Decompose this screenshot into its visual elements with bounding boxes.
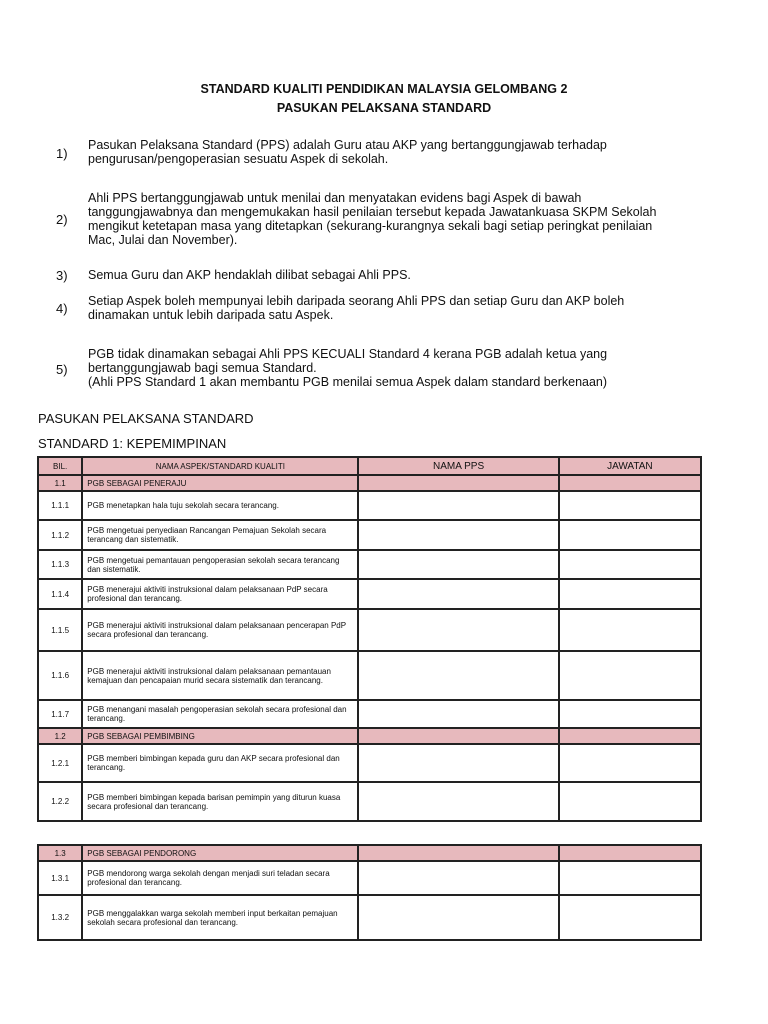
- table-body: [38, 475, 701, 821]
- standard-heading: STANDARD 1: KEPEMIMPINAN: [38, 436, 227, 451]
- header-bil: BIL.: [38, 457, 82, 475]
- point-text: Ahli PPS bertanggungjawab untuk menilai dan menyatakan evidens bagi Aspek di bawah tanggungjawabnya dan mengemukakan hasil penilaian tersebut kepada Jawatankuasa SKPM Sekolah mengikut ketetapan masa yang ditetapkan (sekurang-kurangnya sekali bagi setiap peringkat penilaian Mac, Julai dan November).: [88, 191, 657, 247]
- bil-cell: 1.1.5: [38, 609, 82, 651]
- jawatan-cell[interactable]: [559, 861, 701, 895]
- jawatan-cell[interactable]: [559, 609, 701, 651]
- table-row: [38, 895, 701, 940]
- section-heading: PASUKAN PELAKSANA STANDARD: [38, 411, 254, 426]
- point-text: PGB tidak dinamakan sebagai Ahli PPS KECUALI Standard 4 kerana PGB adalah ketua yang bertanggungjawab bagi semua Standard. (Ahli PPS Standard 1 akan membantu PGB menilai semua Aspek dalam standard berkenaan): [88, 347, 608, 389]
- nama-pps-cell: [358, 845, 558, 861]
- jawatan-cell[interactable]: [559, 651, 701, 700]
- standard-table-1: [37, 456, 702, 822]
- nama-pps-cell[interactable]: [358, 579, 558, 609]
- nama-pps-cell: [358, 475, 558, 491]
- section-row: [38, 475, 701, 491]
- bil-cell: 1.3: [38, 845, 82, 861]
- table-row: [38, 651, 701, 700]
- jawatan-cell[interactable]: [559, 550, 701, 579]
- aspek-cell: PGB menetapkan hala tuju sekolah secara terancang.: [82, 491, 358, 520]
- aspek-cell: PGB memberi bimbingan kepada barisan pemimpin yang diturun kuasa secara profesional dan terancang.: [82, 782, 358, 821]
- jawatan-cell[interactable]: [559, 782, 701, 821]
- header-nama-pps: NAMA PPS: [358, 457, 558, 475]
- aspek-cell: PGB menerajui aktiviti instruksional dalam pelaksanaan pemantauan kemajuan dan pencapaian murid secara sistematik dan terancang.: [82, 651, 358, 700]
- section-title-cell: PGB SEBAGAI PENDORONG: [82, 845, 358, 861]
- jawatan-cell: [559, 475, 701, 491]
- bil-cell: 1.3.2: [38, 895, 82, 940]
- point-text: Pasukan Pelaksana Standard (PPS) adalah Guru atau AKP yang bertanggungjawab terhadap pengurusan/pengoperasian sesuatu Aspek di sekolah.: [88, 138, 607, 166]
- jawatan-cell[interactable]: [559, 744, 701, 782]
- nama-pps-cell[interactable]: [358, 651, 558, 700]
- jawatan-cell[interactable]: [559, 700, 701, 728]
- bil-cell: 1.1: [38, 475, 82, 491]
- section-title-cell: PGB SEBAGAI PEMBIMBING: [82, 728, 358, 744]
- jawatan-cell[interactable]: [559, 895, 701, 940]
- point-number: 3): [56, 268, 68, 283]
- bil-cell: 1.1.4: [38, 579, 82, 609]
- table-header-row: [38, 457, 701, 475]
- nama-pps-cell: [358, 728, 558, 744]
- page-title-line2: PASUKAN PELAKSANA STANDARD: [276, 101, 492, 115]
- jawatan-cell: [559, 728, 701, 744]
- page-title-line1: STANDARD KUALITI PENDIDIKAN MALAYSIA GELOMBANG 2: [200, 82, 568, 96]
- nama-pps-cell[interactable]: [358, 744, 558, 782]
- bil-cell: 1.1.2: [38, 520, 82, 550]
- aspek-cell: PGB memberi bimbingan kepada guru dan AKP secara profesional dan terancang.: [82, 744, 358, 782]
- bil-cell: 1.2.2: [38, 782, 82, 821]
- point-text: Setiap Aspek boleh mempunyai lebih daripada seorang Ahli PPS dan setiap Guru dan AKP boleh dinamakan untuk lebih daripada satu Aspek.: [88, 294, 625, 322]
- jawatan-cell: [559, 845, 701, 861]
- bil-cell: 1.2: [38, 728, 82, 744]
- nama-pps-cell[interactable]: [358, 491, 558, 520]
- header-aspek: NAMA ASPEK/STANDARD KUALITI: [82, 457, 358, 475]
- aspek-cell: PGB menerajui aktiviti instruksional dalam pelaksanaan PdP secara profesional dan terancang.: [82, 579, 358, 609]
- point-text: Semua Guru dan AKP hendaklah dilibat sebagai Ahli PPS.: [88, 268, 411, 282]
- jawatan-cell[interactable]: [559, 520, 701, 550]
- nama-pps-cell[interactable]: [358, 895, 558, 940]
- table-row: [38, 861, 701, 895]
- aspek-cell: PGB mendorong warga sekolah dengan menjadi suri teladan secara profesional dan terancang.: [82, 861, 358, 895]
- point-number: 4): [56, 301, 68, 316]
- table-row: [38, 491, 701, 520]
- bil-cell: 1.3.1: [38, 861, 82, 895]
- nama-pps-cell[interactable]: [358, 550, 558, 579]
- jawatan-cell[interactable]: [559, 579, 701, 609]
- nama-pps-cell[interactable]: [358, 861, 558, 895]
- aspek-cell: PGB menggalakkan warga sekolah memberi input berkaitan pemajuan sekolah secara profesional dan terancang.: [82, 895, 358, 940]
- point-number: 1): [56, 146, 68, 161]
- aspek-cell: PGB menerajui aktiviti instruksional dalam pelaksanaan pencerapan PdP secara profesional dan terancang.: [82, 609, 358, 651]
- bil-cell: 1.1.3: [38, 550, 82, 579]
- table-row: [38, 700, 701, 728]
- table-row: [38, 782, 701, 821]
- aspek-cell: PGB mengetuai penyediaan Rancangan Pemajuan Sekolah secara terancang dan sistematik.: [82, 520, 358, 550]
- nama-pps-cell[interactable]: [358, 520, 558, 550]
- aspek-cell: PGB mengetuai pemantauan pengoperasian sekolah secara terancang dan sistematik.: [82, 550, 358, 579]
- nama-pps-cell[interactable]: [358, 700, 558, 728]
- table-row: [38, 744, 701, 782]
- bil-cell: 1.1.6: [38, 651, 82, 700]
- point-number: 2): [56, 212, 68, 227]
- table-row: [38, 520, 701, 550]
- aspek-cell: PGB menangani masalah pengoperasian sekolah secara profesional dan terancang.: [82, 700, 358, 728]
- jawatan-cell[interactable]: [559, 491, 701, 520]
- header-jawatan: JAWATAN: [559, 457, 701, 475]
- table-body: [38, 845, 701, 940]
- bil-cell: 1.2.1: [38, 744, 82, 782]
- table-row: [38, 550, 701, 579]
- standard-table-2: [37, 844, 702, 941]
- table-row: [38, 609, 701, 651]
- bil-cell: 1.1.1: [38, 491, 82, 520]
- table-row: [38, 579, 701, 609]
- section-row: [38, 845, 701, 861]
- bil-cell: 1.1.7: [38, 700, 82, 728]
- section-row: [38, 728, 701, 744]
- point-number: 5): [56, 362, 68, 377]
- nama-pps-cell[interactable]: [358, 609, 558, 651]
- nama-pps-cell[interactable]: [358, 782, 558, 821]
- section-title-cell: PGB SEBAGAI PENERAJU: [82, 475, 358, 491]
